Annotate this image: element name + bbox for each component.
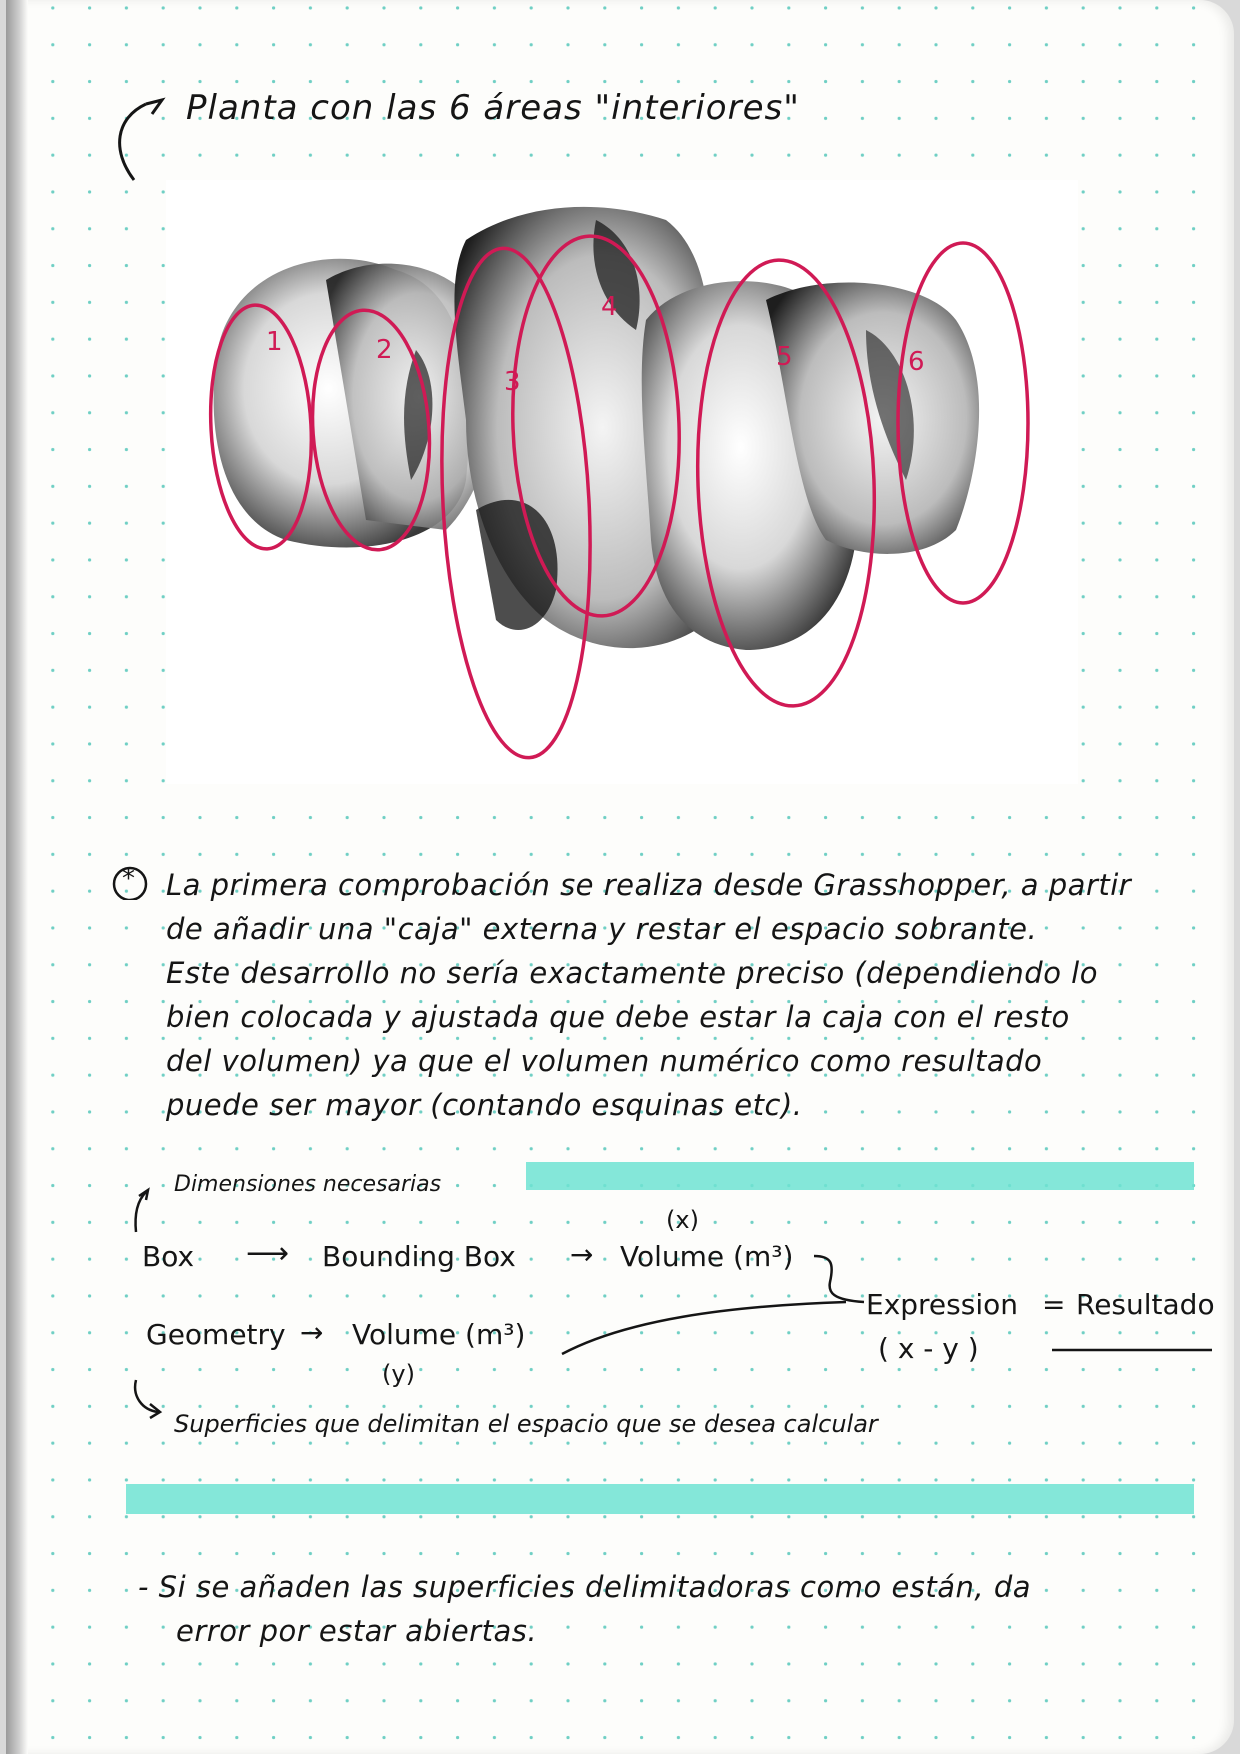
volume-x-label: Volume (m³) (620, 1240, 794, 1273)
footer-line-2: error por estar abiertas. (176, 1614, 538, 1648)
formula: ( x - y ) (878, 1332, 979, 1365)
note-line-6: puede ser mayor (contando esquinas etc). (166, 1088, 803, 1122)
highlight-bar-bottom (126, 1484, 1194, 1514)
arrow-3: → (300, 1316, 324, 1349)
volume-y-label: Volume (m³) (352, 1318, 526, 1351)
dimensions-heading: Dimensiones necesarias (174, 1172, 442, 1197)
area-label-5: 5 (776, 342, 793, 372)
note-marker: * (122, 864, 135, 894)
surfaces-arrow-icon (6, 0, 226, 1440)
var-y: (y) (382, 1360, 415, 1388)
geometry-label: Geometry (146, 1318, 286, 1351)
area-label-1: 1 (266, 327, 283, 357)
result-label: Resultado (1076, 1288, 1215, 1321)
notebook-page (6, 0, 1234, 1754)
note-line-4: bien colocada y ajustada que debe estar la caja con el resto (166, 1000, 1070, 1034)
arrow-2: → (570, 1238, 594, 1271)
area-label-3: 3 (504, 367, 521, 397)
surfaces-note: Superficies que delimitan el espacio que se desea calcular (174, 1410, 878, 1438)
note-line-3: Este desarrollo no sería exactamente preciso (dependiendo lo (166, 956, 1098, 990)
page-title: Planta con las 6 áreas "interiores" (186, 88, 800, 128)
note-line-1: La primera comprobación se realiza desde Grasshopper, a partir (166, 868, 1132, 902)
area-label-2: 2 (376, 335, 393, 365)
bounding-box-label: Bounding Box (322, 1240, 516, 1273)
area-label-6: 6 (908, 347, 925, 377)
area-label-4: 4 (601, 292, 618, 322)
expression-label: Expression (866, 1288, 1018, 1321)
box-label: Box (142, 1240, 195, 1273)
note-line-5: del volumen) ya que el volumen numérico como resultado (166, 1044, 1043, 1078)
arrow-1: ⟶ (246, 1236, 290, 1271)
var-x: (x) (666, 1206, 699, 1234)
footer-line-1: - Si se añaden las superficies delimitadoras como están, da (138, 1570, 1032, 1604)
note-line-2: de añadir una "caja" externa y restar el espacio sobrante. (166, 912, 1038, 946)
equals-sign: = (1042, 1288, 1066, 1321)
